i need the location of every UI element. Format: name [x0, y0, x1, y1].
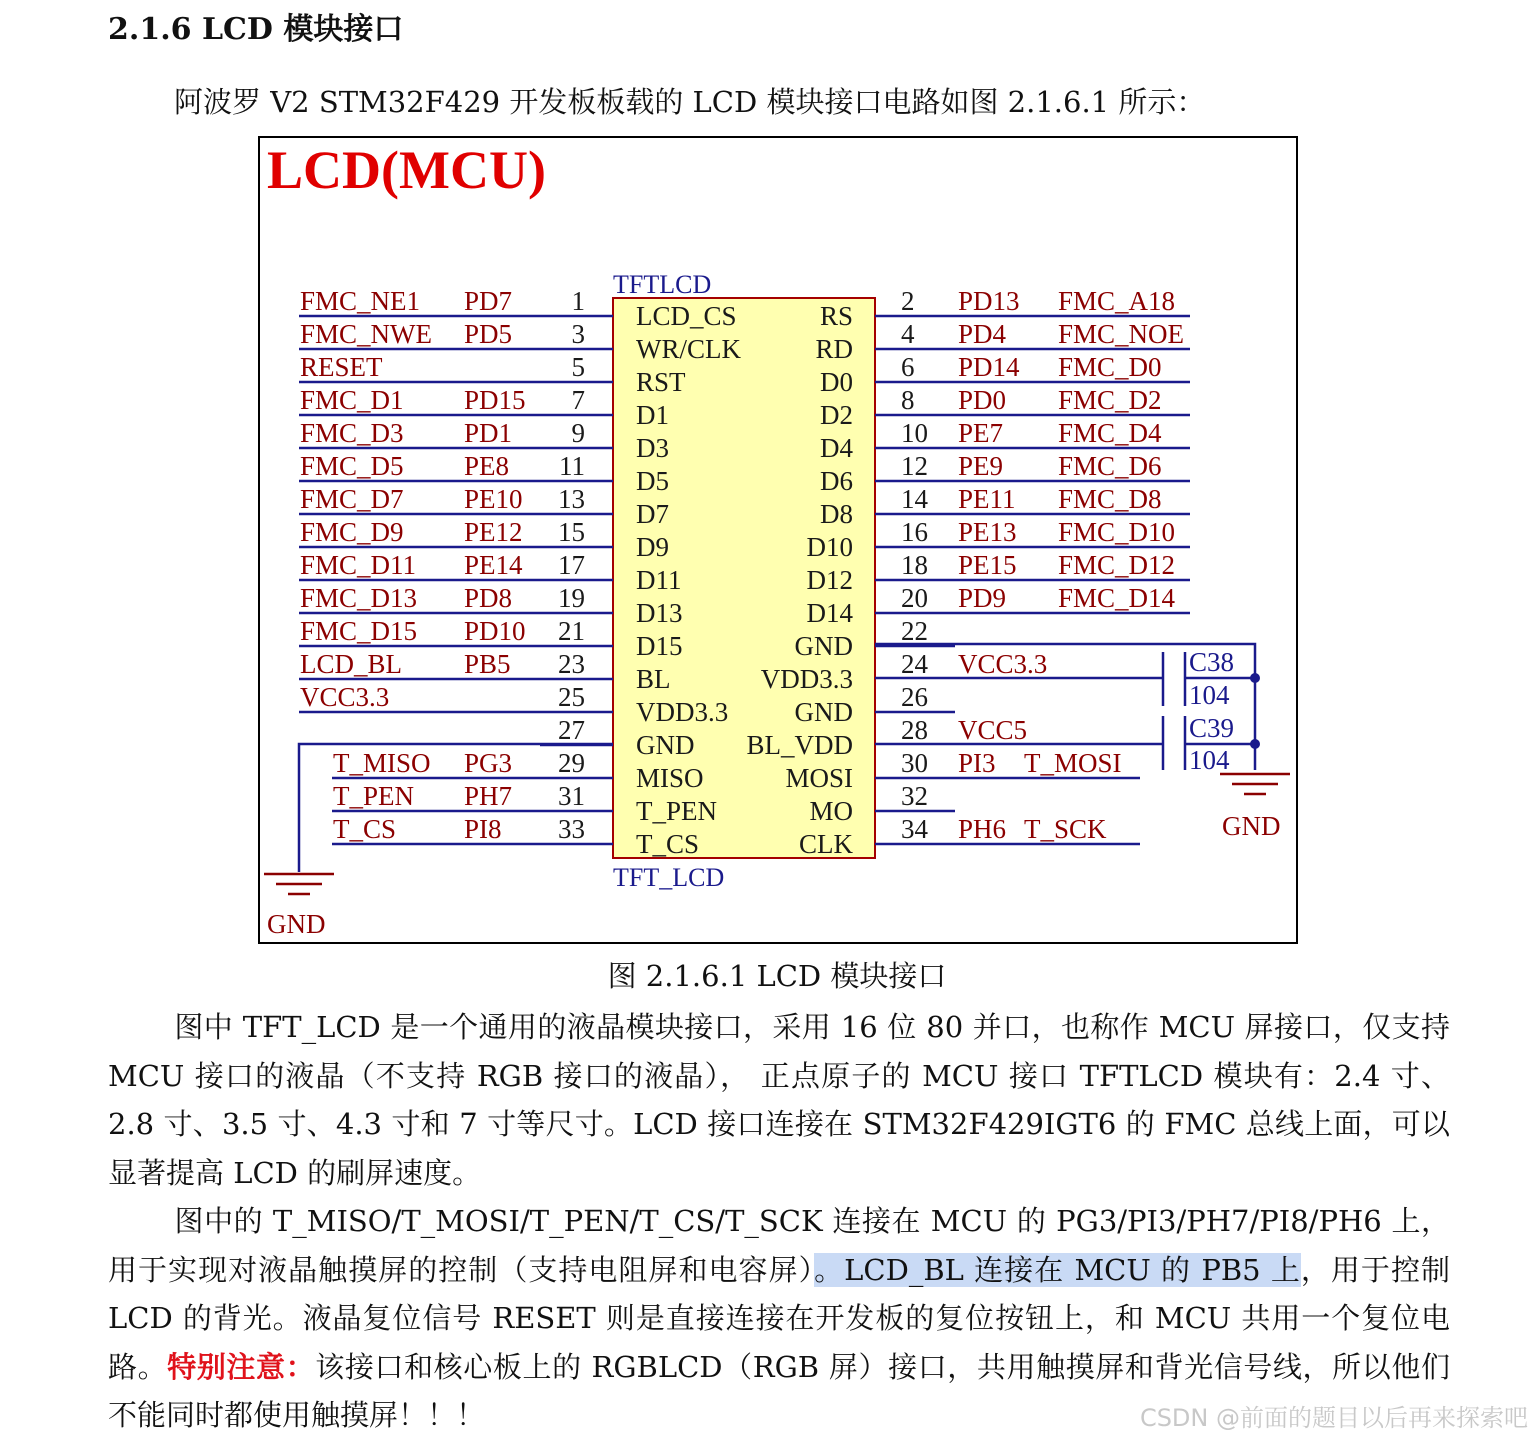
right-inner-pin-label: MOSI — [785, 763, 853, 793]
junction-dot — [1250, 739, 1260, 749]
capacitor-c38-value: 104 — [1189, 680, 1230, 710]
left-pin-number: 13 — [558, 484, 585, 514]
left-port-label: PD10 — [464, 616, 526, 646]
left-inner-pin-label: LCD_CS — [636, 301, 737, 331]
left-inner-pin-label: T_CS — [636, 829, 700, 859]
left-inner-pin-label: D9 — [636, 532, 669, 562]
right-pin-number: 16 — [901, 517, 928, 547]
left-pin-number: 11 — [559, 451, 585, 481]
right-pin-number: 6 — [901, 352, 915, 382]
right-port-label: PE9 — [958, 451, 1004, 481]
capacitor-c39-value: 104 — [1189, 745, 1230, 775]
left-port-label: PD1 — [464, 418, 513, 448]
right-gnd-symbol — [1220, 774, 1290, 794]
right-port-label: PD9 — [958, 583, 1007, 613]
right-inner-pin-label: D12 — [806, 565, 853, 595]
left-pin-number: 29 — [558, 748, 585, 778]
paragraph-2-part3: 该接口和核心板上的 RGBLCD（RGB 屏）接口，共用触摸屏和背光信号线，所以他们不能同时都使用触摸屏！！！ — [108, 1349, 1450, 1432]
right-inner-pin-label: D6 — [820, 466, 853, 496]
left-net-label: T_MISO — [333, 748, 431, 778]
right-inner-pin-label: D2 — [820, 400, 853, 430]
right-net-label: T_MOSI — [1024, 748, 1122, 778]
capacitor-c38-ref: C38 — [1189, 647, 1235, 677]
right-pin-number: 10 — [901, 418, 928, 448]
right-pin-number: 12 — [901, 451, 928, 481]
component-top-label: TFTLCD — [613, 270, 712, 299]
right-net-label: FMC_D2 — [1058, 385, 1162, 415]
right-port-label: PE11 — [958, 484, 1016, 514]
left-inner-pin-label: T_PEN — [636, 796, 717, 826]
left-net-label: LCD_BL — [300, 649, 403, 679]
right-port-label: VCC3.3 — [958, 649, 1048, 679]
right-inner-pin-label: VDD3.3 — [760, 664, 853, 694]
right-net-label: FMC_A18 — [1058, 286, 1176, 316]
left-pin-number: 31 — [558, 781, 585, 811]
left-net-label: T_PEN — [333, 781, 414, 811]
right-pin-number: 8 — [901, 385, 915, 415]
left-net-label: RESET — [300, 352, 383, 382]
left-port-label: PD8 — [464, 583, 513, 613]
right-pin-number: 20 — [901, 583, 928, 613]
left-port-label: PB5 — [464, 649, 511, 679]
left-inner-pin-label: D15 — [636, 631, 683, 661]
left-net-label: FMC_D9 — [300, 517, 404, 547]
right-inner-pin-label: GND — [794, 697, 853, 727]
junction-dot — [1250, 673, 1260, 683]
left-pin-number: 19 — [558, 583, 585, 613]
left-pin-number: 33 — [558, 814, 585, 844]
right-net-label: FMC_D10 — [1058, 517, 1176, 547]
left-net-label: FMC_D3 — [300, 418, 404, 448]
left-port-label: PE8 — [464, 451, 510, 481]
right-net-label: FMC_D4 — [1058, 418, 1162, 448]
section-heading: 2.1.6 LCD 模块接口 — [108, 12, 404, 47]
warning-label: 特别注意： — [167, 1349, 316, 1384]
schematic-title: LCD(MCU) — [267, 140, 546, 200]
left-port-label: PE10 — [464, 484, 523, 514]
right-inner-pin-label: GND — [794, 631, 853, 661]
left-gnd-symbol — [264, 874, 334, 894]
left-pin-number: 3 — [571, 319, 585, 349]
left-inner-pin-label: D13 — [636, 598, 683, 628]
right-pin-number: 24 — [901, 649, 928, 679]
left-gnd-label: GND — [267, 909, 326, 939]
left-port-label: PH7 — [464, 781, 513, 811]
left-net-label: FMC_D11 — [300, 550, 417, 580]
left-port-label: PD5 — [464, 319, 513, 349]
left-net-label: FMC_D5 — [300, 451, 404, 481]
right-port-label: VCC5 — [958, 715, 1028, 745]
right-net-label: FMC_D12 — [1058, 550, 1176, 580]
left-inner-pin-label: BL — [636, 664, 671, 694]
right-port-label: PE7 — [958, 418, 1004, 448]
right-port-label: PH6 — [958, 814, 1007, 844]
left-inner-pin-label: MISO — [636, 763, 704, 793]
right-port-label: PE13 — [958, 517, 1017, 547]
left-port-label: PE12 — [464, 517, 523, 547]
left-pin-number: 21 — [558, 616, 585, 646]
left-pin-number: 7 — [571, 385, 585, 415]
left-pin-number: 17 — [558, 550, 585, 580]
left-pin-number: 27 — [558, 715, 585, 745]
right-net-label: FMC_D0 — [1058, 352, 1162, 382]
right-inner-pin-label: BL_VDD — [746, 730, 853, 760]
left-pin-number: 25 — [558, 682, 585, 712]
right-port-label: PD13 — [958, 286, 1020, 316]
left-net-label: FMC_NWE — [300, 319, 433, 349]
right-pin-number: 4 — [901, 319, 915, 349]
capacitor-c39-ref: C39 — [1189, 713, 1235, 743]
left-pin-number: 9 — [571, 418, 585, 448]
right-net-label: FMC_D6 — [1058, 451, 1162, 481]
right-pin-number: 32 — [901, 781, 928, 811]
left-port-label: PD7 — [464, 286, 513, 316]
right-port-label: PD0 — [958, 385, 1007, 415]
left-net-label: FMC_D1 — [300, 385, 404, 415]
right-inner-pin-label: D14 — [806, 598, 853, 628]
right-port-label: PI3 — [958, 748, 996, 778]
left-net-label: FMC_D13 — [300, 583, 418, 613]
right-pin-number: 22 — [901, 616, 928, 646]
right-inner-pin-label: RD — [815, 334, 853, 364]
right-net-label: FMC_D14 — [1058, 583, 1176, 613]
right-inner-pin-label: D10 — [806, 532, 853, 562]
left-pin-number: 15 — [558, 517, 585, 547]
right-port-label: PE15 — [958, 550, 1017, 580]
watermark: CSDN @前面的题目以后再来探索吧 — [1139, 1404, 1528, 1432]
left-net-label: FMC_D15 — [300, 616, 418, 646]
right-pin-number: 2 — [901, 286, 915, 316]
right-pin-number: 26 — [901, 682, 928, 712]
left-port-label: PE14 — [464, 550, 523, 580]
paragraph-1-text: 图中 TFT_LCD 是一个通用的液晶模块接口，采用 16 位 80 并口，也称作 MCU 屏接口，仅支持 MCU 接口的液晶（不支持 RGB 接口的液晶）， 正点原子的 MCU 接口 TFTLCD 模块有：2.4 寸、2.8 寸、3.5 寸、4.3 寸和 7 寸等尺寸。LCD 接口连接在 STM32F429IGT6 的 FMC 总线上面，可以显著提高 LCD 的刷屏速度。 — [108, 1010, 1450, 1190]
right-inner-pin-label: D8 — [820, 499, 853, 529]
right-pin-number: 14 — [901, 484, 928, 514]
left-net-label: VCC3.3 — [300, 682, 390, 712]
left-pin-number: 23 — [558, 649, 585, 679]
left-inner-pin-label: D3 — [636, 433, 669, 463]
intro-text: 阿波罗 V2 STM32F429 开发板板载的 LCD 模块接口电路如图 2.1.6.1 所示： — [174, 85, 1206, 119]
left-inner-pin-label: GND — [636, 730, 695, 760]
right-net-label: FMC_D8 — [1058, 484, 1162, 514]
right-pin-number: 34 — [901, 814, 928, 844]
left-inner-pin-label: D11 — [636, 565, 682, 595]
right-gnd-label: GND — [1222, 811, 1281, 841]
right-inner-pin-label: D0 — [820, 367, 853, 397]
right-inner-pin-label: RS — [819, 301, 853, 331]
right-port-label: PD14 — [958, 352, 1020, 382]
left-inner-pin-label: VDD3.3 — [636, 697, 729, 727]
right-inner-pin-label: CLK — [799, 829, 853, 859]
left-port-label: PI8 — [464, 814, 502, 844]
right-pin-number: 28 — [901, 715, 928, 745]
highlighted-text: 。LCD_BL 连接在 MCU 的 PB5 上 — [814, 1252, 1301, 1287]
left-net-label: FMC_NE1 — [300, 286, 421, 316]
right-inner-pin-label: MO — [809, 796, 853, 826]
right-net-label: T_SCK — [1024, 814, 1107, 844]
right-pin-number: 18 — [901, 550, 928, 580]
paragraph-1 — [108, 1003, 1450, 1197]
left-inner-pin-label: RST — [636, 367, 686, 397]
left-port-label: PD15 — [464, 385, 526, 415]
right-port-label: PD4 — [958, 319, 1007, 349]
left-inner-pin-label: D7 — [636, 499, 669, 529]
paragraph-2-part2: ，用于控制 LCD 的背光。液晶复位信号 RESET 则是直接连接在开发板的复位按钮上，和 MCU 共用一个复位电路。 — [108, 1252, 1450, 1384]
right-inner-pin-label: D4 — [820, 433, 853, 463]
left-net-label: T_CS — [333, 814, 397, 844]
paragraph-2-part1: 图中的 T_MISO/T_MOSI/T_PEN/T_CS/T_SCK 连接在 MCU 的 PG3/PI3/PH7/PI8/PH6 上，用于实现对液晶触摸屏的控制（支持电阻屏和电容屏） — [108, 1204, 1450, 1287]
right-pin-number: 30 — [901, 748, 928, 778]
left-inner-pin-label: WR/CLK — [636, 334, 741, 364]
left-pin-number: 1 — [571, 286, 585, 316]
component-bottom-label: TFT_LCD — [613, 863, 725, 892]
left-port-label: PG3 — [464, 748, 513, 778]
right-net-label: FMC_NOE — [1058, 319, 1185, 349]
figure-caption: 图 2.1.6.1 LCD 模块接口 — [607, 959, 947, 993]
left-pin-number: 5 — [571, 352, 585, 382]
left-inner-pin-label: D5 — [636, 466, 669, 496]
left-inner-pin-label: D1 — [636, 400, 669, 430]
left-net-label: FMC_D7 — [300, 484, 404, 514]
